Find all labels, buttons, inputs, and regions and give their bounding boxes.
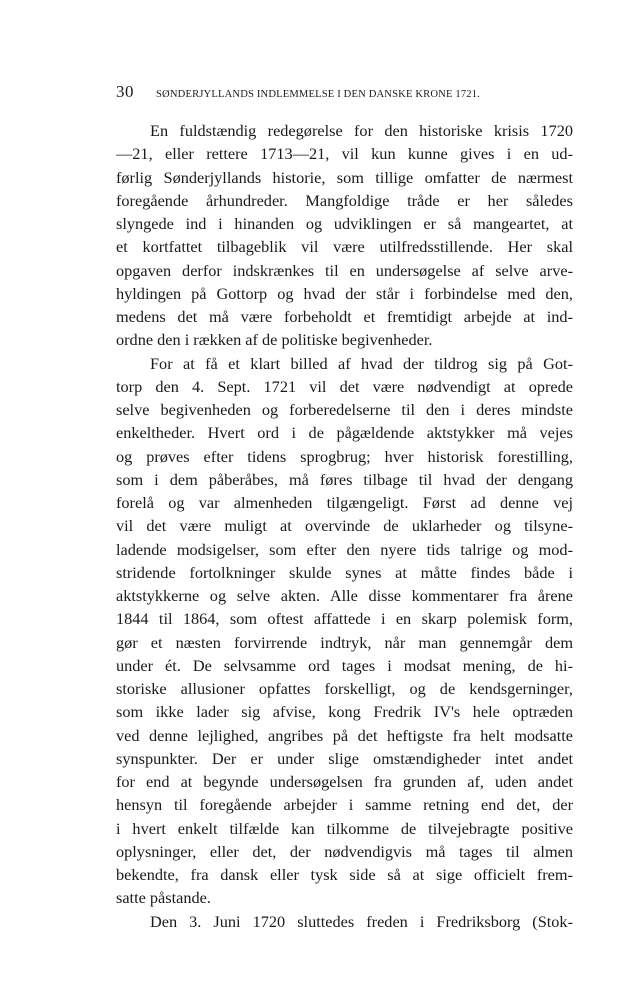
text-line: aktstykkerne og selve akten. Alle disse kommentarer fra årene [116, 586, 573, 605]
page-number: 30 [116, 82, 134, 101]
text-line: bekendte, fra dansk eller tysk side så at sige officielt frem- [116, 865, 573, 884]
text-line: oplysninger, eller det, der nødvendigvis må tages til almen [116, 841, 573, 861]
paragraph-2-line-1: For at få et klart billed af hvad der tildrog sig på Got- [150, 353, 573, 373]
text-line: som ikke lader sig afvise, kong Fredrik IV's hele optræden [116, 702, 573, 722]
text-line: gør et næsten forvirrende indtryk, når man gennemgår dem [116, 632, 573, 652]
text-line: et kortfattet tilbageblik vil være utilfredsstillende. Her skal [116, 237, 573, 257]
text-line: —21, eller rettere 1713—21, vil kun kunne gives i en ud- [116, 144, 573, 164]
text-line: ved denne lejlighed, angribes på det heftigste fra helt modsatte [116, 725, 573, 745]
text-line: 1844 til 1864, som oftest affattede i en skarp polemisk form, [116, 609, 573, 629]
text-line: i hvert enkelt tilfælde kan tilkomme de tilvejebragte positive [116, 818, 573, 838]
text-line: storiske allusioner opfattes forskelligt, og de kendsgerninger, [116, 679, 573, 698]
text-line: torp den 4. Sept. 1721 vil det være nødvendigt at oprede [116, 376, 573, 396]
paragraph-1-line-1: En fuldstændig redegørelse for den historiske krisis 1720 [150, 121, 573, 140]
text-line: hyldingen på Gottorp og hvad der står i forbindelse med den, [116, 283, 573, 303]
text-line: ladende modsigelser, som efter den nyere tids talrige og mod- [116, 539, 573, 559]
running-head [116, 82, 566, 102]
text-line: under ét. De selvsamme ord tages i modsat mening, de hi- [116, 655, 573, 675]
text-line: som i dem påberåbes, må føres tilbage til hvad der dengang [116, 469, 573, 489]
text-line: hensyn til foregående arbejder i samme retning end det, der [116, 795, 573, 815]
text-line: foregående århundreder. Mangfoldige tråde er her således [116, 190, 573, 210]
text-line: enkeltheder. Hvert ord i de pågældende aktstykker må vejes [116, 423, 573, 443]
text-line: opgaven derfor indskrænkes til en undersøgelse af selve arve- [116, 260, 573, 280]
text-line: slyngede ind i hinanden og udviklingen er så mangeartet, at [116, 214, 573, 233]
text-line: forelå og var almenheden tilgængeligt. Først ad denne vej [116, 493, 573, 512]
text-line: for end at begynde undersøgelsen fra grunden af, uden andet [116, 772, 573, 791]
running-title: SØNDERJYLLANDS INDLEMMELSE I DEN DANSKE KRONE 1721. [156, 89, 480, 100]
text-line: og prøves efter tidens sprogbrug; hver historisk forestilling, [116, 446, 573, 466]
text-line: synspunkter. Der er under slige omstændigheder intet andet [116, 748, 573, 768]
text-line: stridende fortolkninger skulde synes at måtte findes både i [116, 562, 573, 582]
paragraph-1-last-line: ordne den i rækken af de politiske begivenheder. [116, 330, 433, 350]
text-line: vil det være muligt at overvinde de uklarheder og tilsyne- [116, 516, 573, 536]
text-line: førlig Sønderjyllands historie, som tillige omfatter de nærmest [116, 167, 573, 187]
text-line: selve begivenheden og forberedelserne til den i deres mindste [116, 400, 573, 419]
body-text [116, 119, 573, 933]
text-line: medens det må være forbeholdt et fremtidigt arbejde at ind- [116, 307, 573, 326]
paragraph-3-line-1: Den 3. Juni 1720 sluttedes freden i Fredriksborg (Stok- [150, 911, 573, 931]
paragraph-2-last-line: satte påstande. [116, 888, 211, 908]
